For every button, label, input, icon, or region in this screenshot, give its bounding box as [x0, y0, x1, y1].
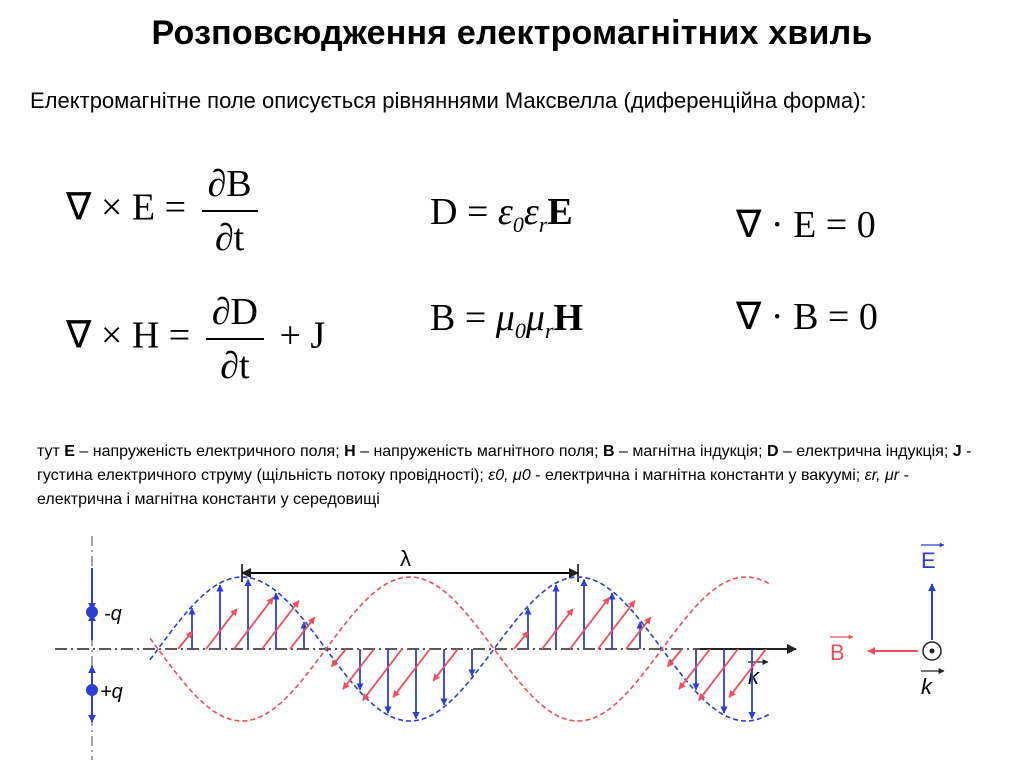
equation-d-lhs: D =: [430, 191, 489, 233]
charge-minus-label: -q: [104, 603, 122, 625]
equation-div-e: ∇ · E = 0: [736, 204, 876, 246]
equation-b-mu0-sub: 0: [514, 318, 526, 343]
equation-curl-e-lhs: ∇ × E =: [66, 186, 186, 229]
equation-b-mur: μ: [525, 297, 545, 339]
equation-curl-h-lhs: ∇ × H =: [66, 314, 191, 357]
legend-text: – електрична індукція;: [778, 443, 953, 460]
magnetic-field-vector: [679, 649, 710, 689]
equation-b-mur-sub: r: [544, 318, 554, 343]
equation-d-relation: [430, 190, 573, 238]
equation-b-lhs: B =: [430, 297, 487, 339]
magnetic-field-vector: [668, 649, 683, 667]
magnetic-field-vector: [290, 617, 315, 649]
legend-symbol-e: E: [64, 443, 75, 460]
equation-curl-e-fraction: [202, 162, 258, 260]
wave-vector-label: k: [748, 664, 759, 689]
magnetic-field-vector: [542, 609, 573, 649]
equation-curl-h-rhs: + J: [279, 314, 326, 357]
equation-d-eps0-sub: 0: [512, 212, 524, 237]
equation-d-epsr: ε: [523, 191, 539, 233]
intro-text: Електромагнітне поле описується рівняннями Максвелла (диференційна форма):: [30, 88, 867, 113]
magnetic-field-vector: [514, 631, 529, 649]
equation-curl-e-numerator: ∂B: [202, 162, 258, 212]
legend-vacuum-constants: ε0, μ0: [488, 467, 531, 484]
legend-symbol-d: D: [766, 443, 779, 460]
equation-curl-h-fraction: [206, 290, 264, 388]
legend-text: тут: [37, 443, 65, 460]
magnetic-field-vector: [206, 609, 237, 649]
legend-text: – напруженість електричного поля;: [74, 443, 345, 460]
equation-d-field: E: [547, 191, 573, 233]
equation-d-eps0: ε: [497, 191, 513, 233]
magnetic-field-vector: [332, 649, 347, 667]
wavelength-label: λ: [400, 546, 411, 571]
triad-k-dot: [930, 649, 935, 654]
magnetic-field-vector: [262, 601, 299, 649]
em-wave-diagram: [0, 528, 1024, 768]
legend-text: – магнітна індукція;: [614, 443, 767, 460]
legend-symbol-b: B: [602, 443, 615, 460]
magnetic-field-vector: [598, 601, 635, 649]
equation-b-field: H: [553, 297, 584, 339]
triad-k-label: k: [921, 674, 932, 699]
triad-e-label: E: [921, 548, 936, 573]
equation-curl-h-denominator: ∂t: [220, 345, 250, 387]
equation-curl-e-denominator: ∂t: [214, 217, 245, 259]
legend-medium-constants: εr, μr: [864, 467, 900, 484]
magnetic-field-vector: [343, 649, 374, 689]
legend-text: - електрична і магнітна константи у середовищі: [37, 467, 909, 508]
equation-curl-e: [66, 162, 264, 260]
magnetic-field-vector: [626, 617, 651, 649]
equation-div-b: ∇ · B = 0: [736, 296, 878, 338]
legend-symbol-h: H: [344, 443, 356, 460]
symbol-legend: [37, 440, 992, 512]
equation-b-mu0: μ: [495, 297, 515, 339]
legend-text: - густина електричного струму (щільність потоку провідності);: [37, 443, 972, 484]
magnetic-field-vector: [393, 649, 430, 697]
magnetic-field-vector: [433, 649, 458, 681]
equation-d-epsr-sub: r: [538, 212, 548, 237]
magnetic-field-vector: [178, 631, 193, 649]
legend-symbol-j: J: [952, 443, 962, 460]
equation-curl-h-numerator: ∂D: [206, 290, 264, 340]
equation-b-relation: [430, 296, 583, 344]
legend-text: - електрична і магнітна константи у вакуумі;: [530, 467, 865, 484]
equation-curl-h: [66, 290, 325, 388]
page-title: Розповсюдження електромагнітних хвиль: [151, 14, 873, 52]
charge-plus-label: +q: [100, 681, 123, 703]
legend-text: – напруженість магнітного поля;: [355, 443, 603, 460]
triad-b-label: B: [830, 640, 845, 665]
magnetic-field-vector: [729, 649, 766, 697]
